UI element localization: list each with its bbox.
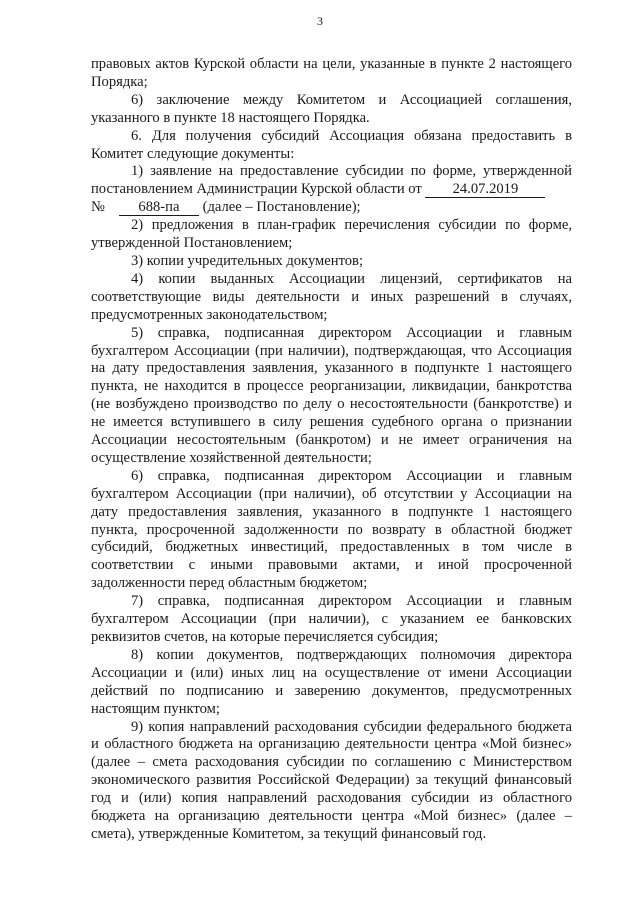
decree-date-field: 24.07.2019	[425, 182, 545, 198]
paragraph-section-6: 6. Для получения субсидий Ассоциация обязана предоставить в Комитет следующие документы:	[91, 127, 572, 162]
paragraph-item-4-licenses: 4) копии выданных Ассоциации лицензий, сертификатов на соответствующие виды деятельности и иных разрешений в случаях, предусмотренных законодательством;	[91, 270, 572, 323]
document-body	[91, 56, 572, 844]
paragraph-item-1-application	[91, 163, 572, 217]
paragraph-item-5-certificate: 5) справка, подписанная директором Ассоциации и главным бухгалтером Ассоциации (при наличии), подтверждающая, что Ассоциация на дату предоставления заявления, указанного в подпункте 1 настоящего пункта, не находится в процессе реорганизации, ликвидации, банкротства (не возбуждено производство по делу о несостоятельности (банкротстве) и не имеется вступившего в силу решения судебного органа о признании Ассоциации несостоятельным (банкротом) и не имеет ограничения на осуществление хозяйственной деятельности;	[91, 324, 572, 466]
page-number: 3	[317, 14, 323, 28]
paragraph-item-6-certificate: 6) справка, подписанная директором Ассоциации и главным бухгалтером Ассоциации (при наличии), об отсутствии у Ассоциации на дату предоставления заявления, указанного в подпункте 1 настоящего пункта, просроченной задолженности по возврату в областной бюджет субсидий, бюджетных инвестиций, предоставленных в том числе в соответствии с иными правовыми актами, и иной просроченной задолженности перед областным бюджетом;	[91, 467, 572, 592]
paragraph-item-8-authority: 8) копии документов, подтверждающих полномочия директора Ассоциации и (или) иных лиц на осуществление от имени Ассоциации действий по подписанию и заверению документов, предусмотренных настоящим пунктом;	[91, 646, 572, 717]
paragraph-item-7-certificate: 7) справка, подписанная директором Ассоциации и главным бухгалтером Ассоциации (при наличии), с указанием ее банковских реквизитов счетов, на которые перечисляется субсидия;	[91, 593, 572, 645]
paragraph-item-2-proposals: 2) предложения в план-график перечисления субсидии по форме, утвержденной Постановлением;	[91, 217, 572, 252]
item-1-text: 1) заявление на предоставление субсидии по форме, утвержденной постановлением Администрации Курской области от	[91, 163, 572, 198]
paragraph-item-3-documents: 3) копии учредительных документов;	[131, 252, 363, 269]
paragraph-item-9-expenditure: 9) копия направлений расходования субсидии федерального бюджета и областного бюджета на организацию деятельности центра «Мой бизнес» (далее – смета расходования субсидии по соглашению с Министерством экономического развития Российской Федерации) за текущий финансовый год и (или) копия направлений расходования субсидии из областного бюджета на организацию деятельности центра «Мой бизнес» (далее – смета), утвержденные Комитетом, за текущий финансовый год.	[91, 718, 572, 842]
paragraph-item-6-agreement: 6) заключение между Комитетом и Ассоциацией соглашения, указанного в пункте 18 настоящего Порядка.	[91, 91, 572, 126]
paragraph-continuation: правовых актов Курской области на цели, указанные в пункте 2 настоящего Порядка;	[91, 56, 572, 90]
decree-number-field: 688-па	[119, 200, 199, 216]
item-1-end-text: (далее – Постановление);	[202, 199, 361, 216]
number-sign: №	[91, 199, 105, 216]
